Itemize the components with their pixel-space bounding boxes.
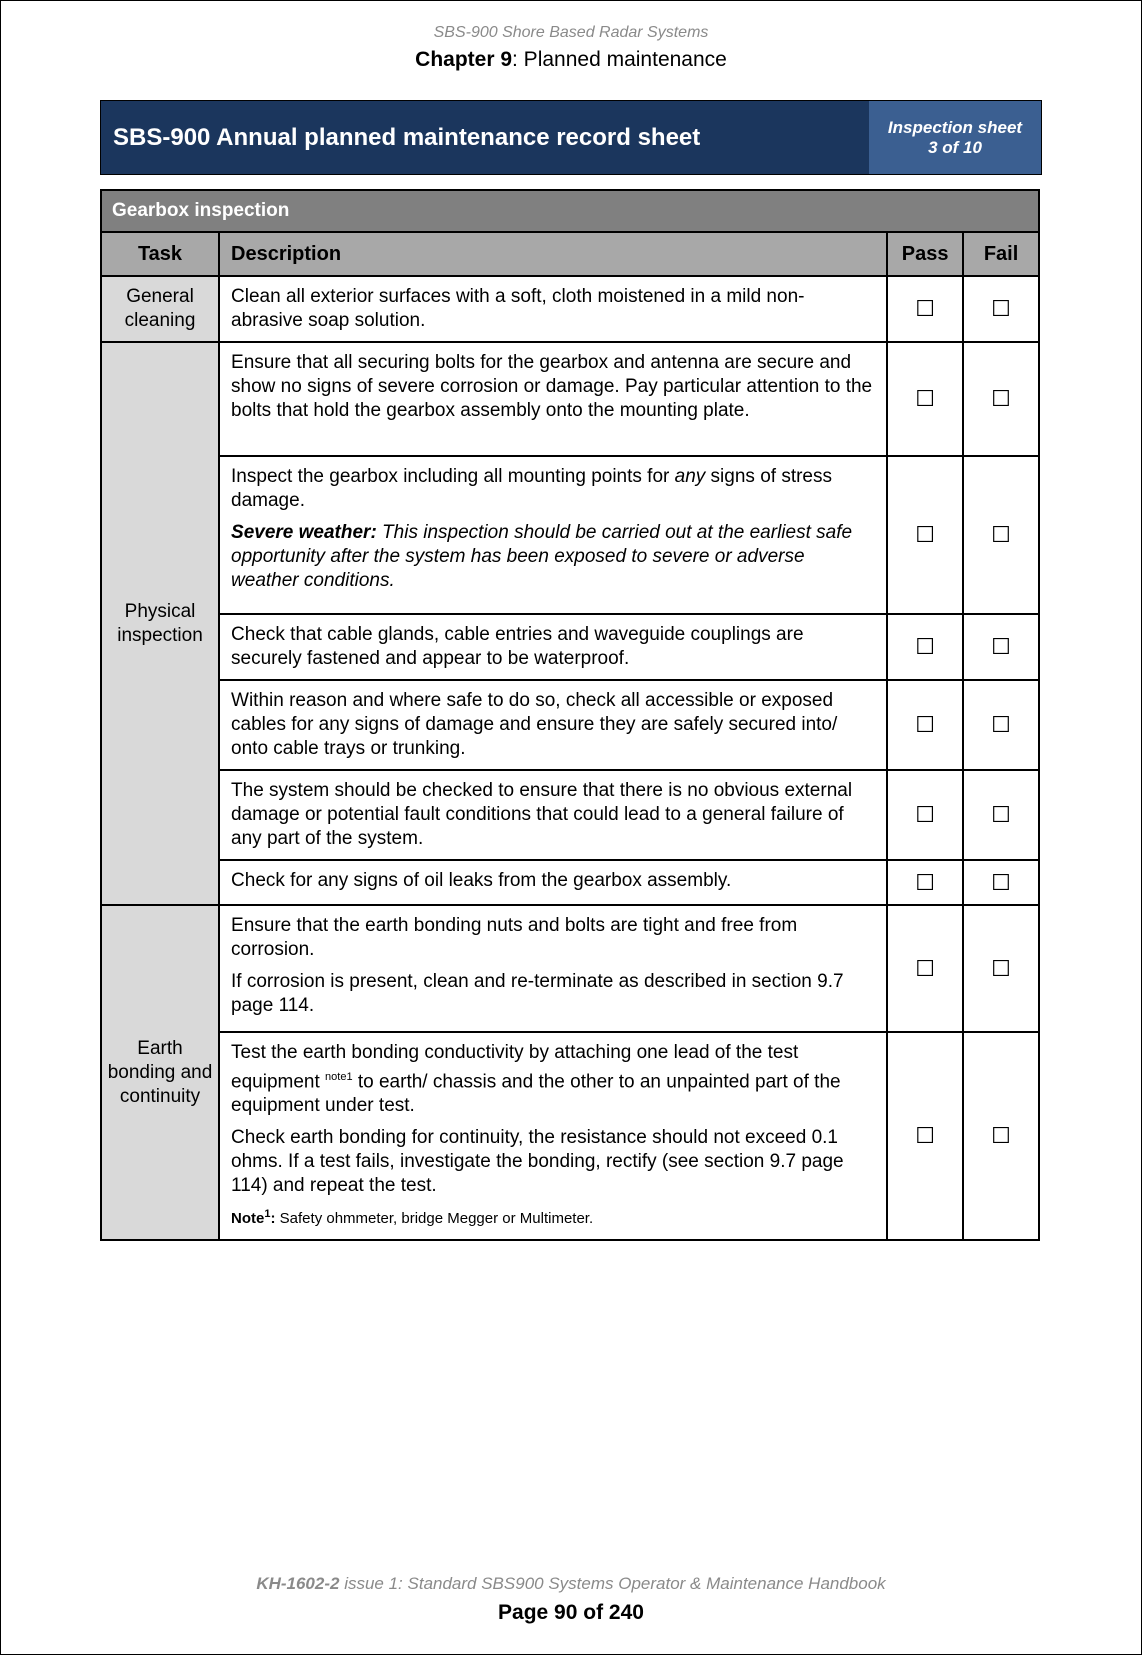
pass-checkbox[interactable]: ☐ bbox=[887, 456, 963, 614]
fail-checkbox[interactable]: ☐ bbox=[963, 1032, 1039, 1240]
column-header-description: Description bbox=[219, 232, 887, 276]
description-cell bbox=[219, 614, 887, 680]
inspection-sheet-label: Inspection sheet bbox=[887, 117, 1023, 137]
inspection-sheet-count: 3 of 10 bbox=[928, 137, 982, 157]
description-text: If corrosion is present, clean and re-terminate as described in section 9.7 page 114. bbox=[231, 971, 844, 1016]
fail-checkbox[interactable]: ☐ bbox=[963, 680, 1039, 770]
description-text: Within reason and where safe to do so, check all accessible or exposed cables for any signs of damage and ensure they are safely secured into/ onto cable trays or trunking. bbox=[231, 690, 838, 759]
pass-checkbox[interactable]: ☐ bbox=[887, 905, 963, 1032]
description-cell bbox=[219, 1032, 887, 1240]
description-text: Check for any signs of oil leaks from the gearbox assembly. bbox=[231, 870, 732, 891]
fail-checkbox[interactable]: ☐ bbox=[963, 860, 1039, 905]
chapter-number: Chapter 9 bbox=[415, 48, 513, 71]
column-header-task: Task bbox=[101, 232, 219, 276]
description-text: Ensure that the earth bonding nuts and bolts are tight and free from corrosion. bbox=[231, 915, 798, 960]
pass-checkbox[interactable]: ☐ bbox=[887, 614, 963, 680]
text-run: Inspect the gearbox including all mounting points for bbox=[231, 466, 675, 487]
description-text: The system should be checked to ensure that there is no obvious external damage or potential fault conditions that could lead to a general failure of any part of the system. bbox=[231, 780, 853, 849]
table-row bbox=[101, 680, 1039, 770]
task-cell-earth-bonding: Earth bonding and continuity bbox=[101, 905, 219, 1240]
column-header-row bbox=[101, 232, 1039, 276]
document-title: issue 1: Standard SBS900 Systems Operator & Maintenance Handbook bbox=[339, 1574, 886, 1593]
text-run: signs of stress damage. bbox=[231, 466, 832, 511]
footnote-marker: note1 bbox=[325, 1071, 353, 1083]
description-text bbox=[231, 465, 874, 513]
pass-checkbox[interactable]: ☐ bbox=[887, 860, 963, 905]
description-cell bbox=[219, 342, 887, 456]
gearbox-inspection-table bbox=[100, 189, 1040, 1241]
description-cell bbox=[219, 770, 887, 860]
description-text: Check that cable glands, cable entries and waveguide couplings are securely fastened and appear to be waterproof. bbox=[231, 624, 804, 669]
task-cell-physical-inspection: Physical inspection bbox=[101, 342, 219, 905]
table-row bbox=[101, 614, 1039, 680]
chapter-title: : Planned maintenance bbox=[512, 48, 727, 71]
page-number: Page 90 of 240 bbox=[498, 1601, 644, 1624]
fail-checkbox[interactable]: ☐ bbox=[963, 276, 1039, 342]
footnote-text: Safety ohmmeter, bridge Megger or Multimeter. bbox=[275, 1210, 594, 1228]
description-text bbox=[231, 1041, 874, 1118]
table-row bbox=[101, 342, 1039, 456]
description-cell bbox=[219, 456, 887, 614]
pass-checkbox[interactable]: ☐ bbox=[887, 276, 963, 342]
section-header-row bbox=[101, 190, 1039, 232]
section-title: Gearbox inspection bbox=[101, 190, 1039, 232]
description-cell bbox=[219, 276, 887, 342]
task-cell-general-cleaning: General cleaning bbox=[101, 276, 219, 342]
footnote-number: 1 bbox=[264, 1208, 271, 1221]
fail-checkbox[interactable]: ☐ bbox=[963, 770, 1039, 860]
pass-checkbox[interactable]: ☐ bbox=[887, 680, 963, 770]
table-row bbox=[101, 905, 1039, 1032]
fail-checkbox[interactable]: ☐ bbox=[963, 342, 1039, 456]
fail-checkbox[interactable]: ☐ bbox=[963, 456, 1039, 614]
column-header-fail: Fail bbox=[963, 232, 1039, 276]
banner-title: SBS-900 Annual planned maintenance record sheet bbox=[101, 101, 869, 174]
column-header-pass: Pass bbox=[887, 232, 963, 276]
description-text: Check earth bonding for continuity, the resistance should not exceed 0.1 ohms. If a test fails, investigate the bonding, rectify (see section 9.7 page 114) and repeat the test. bbox=[231, 1127, 844, 1197]
pass-checkbox[interactable]: ☐ bbox=[887, 1032, 963, 1240]
table-row bbox=[101, 860, 1039, 905]
description-cell bbox=[219, 860, 887, 905]
description-cell bbox=[219, 680, 887, 770]
footnote bbox=[231, 1202, 874, 1231]
table-row bbox=[101, 456, 1039, 614]
fail-checkbox[interactable]: ☐ bbox=[963, 905, 1039, 1032]
running-header-subtitle: SBS-900 Shore Based Radar Systems bbox=[433, 24, 709, 41]
text-run: Test the earth bonding conductivity by attaching one lead of the test equipment bbox=[231, 1042, 799, 1093]
footnote-colon: : bbox=[270, 1210, 276, 1228]
pass-checkbox[interactable]: ☐ bbox=[887, 770, 963, 860]
table-row bbox=[101, 770, 1039, 860]
table-row bbox=[101, 1032, 1039, 1240]
table-row bbox=[101, 276, 1039, 342]
inspection-sheet-tag bbox=[869, 101, 1041, 174]
record-sheet-banner bbox=[100, 100, 1042, 175]
fail-checkbox[interactable]: ☐ bbox=[963, 614, 1039, 680]
running-header-chapter bbox=[0, 48, 1142, 72]
footnote-label: Note bbox=[231, 1210, 265, 1228]
description-text: Clean all exterior surfaces with a soft, cloth moistened in a mild non-abrasive soap solution. bbox=[231, 286, 805, 331]
running-footer-document bbox=[0, 1574, 1142, 1594]
severe-weather-note bbox=[231, 521, 874, 593]
note-label: Severe weather: bbox=[231, 522, 377, 543]
note-text: This inspection should be carried out at the earliest safe opportunity after the system has been exposed to severe or adverse weather conditions. bbox=[231, 522, 853, 591]
document-code: KH-1602-2 bbox=[256, 1574, 340, 1593]
description-cell bbox=[219, 905, 887, 1032]
emphasis-text: any bbox=[674, 466, 706, 487]
text-run: to earth/ chassis and the other to an unpainted part of the equipment under test. bbox=[231, 1071, 841, 1117]
description-text: Ensure that all securing bolts for the gearbox and antenna are secure and show no signs of severe corrosion or damage. Pay particular attention to the bolts that hold the gearbox assembly onto the mounting plate. bbox=[231, 352, 873, 421]
pass-checkbox[interactable]: ☐ bbox=[887, 342, 963, 456]
